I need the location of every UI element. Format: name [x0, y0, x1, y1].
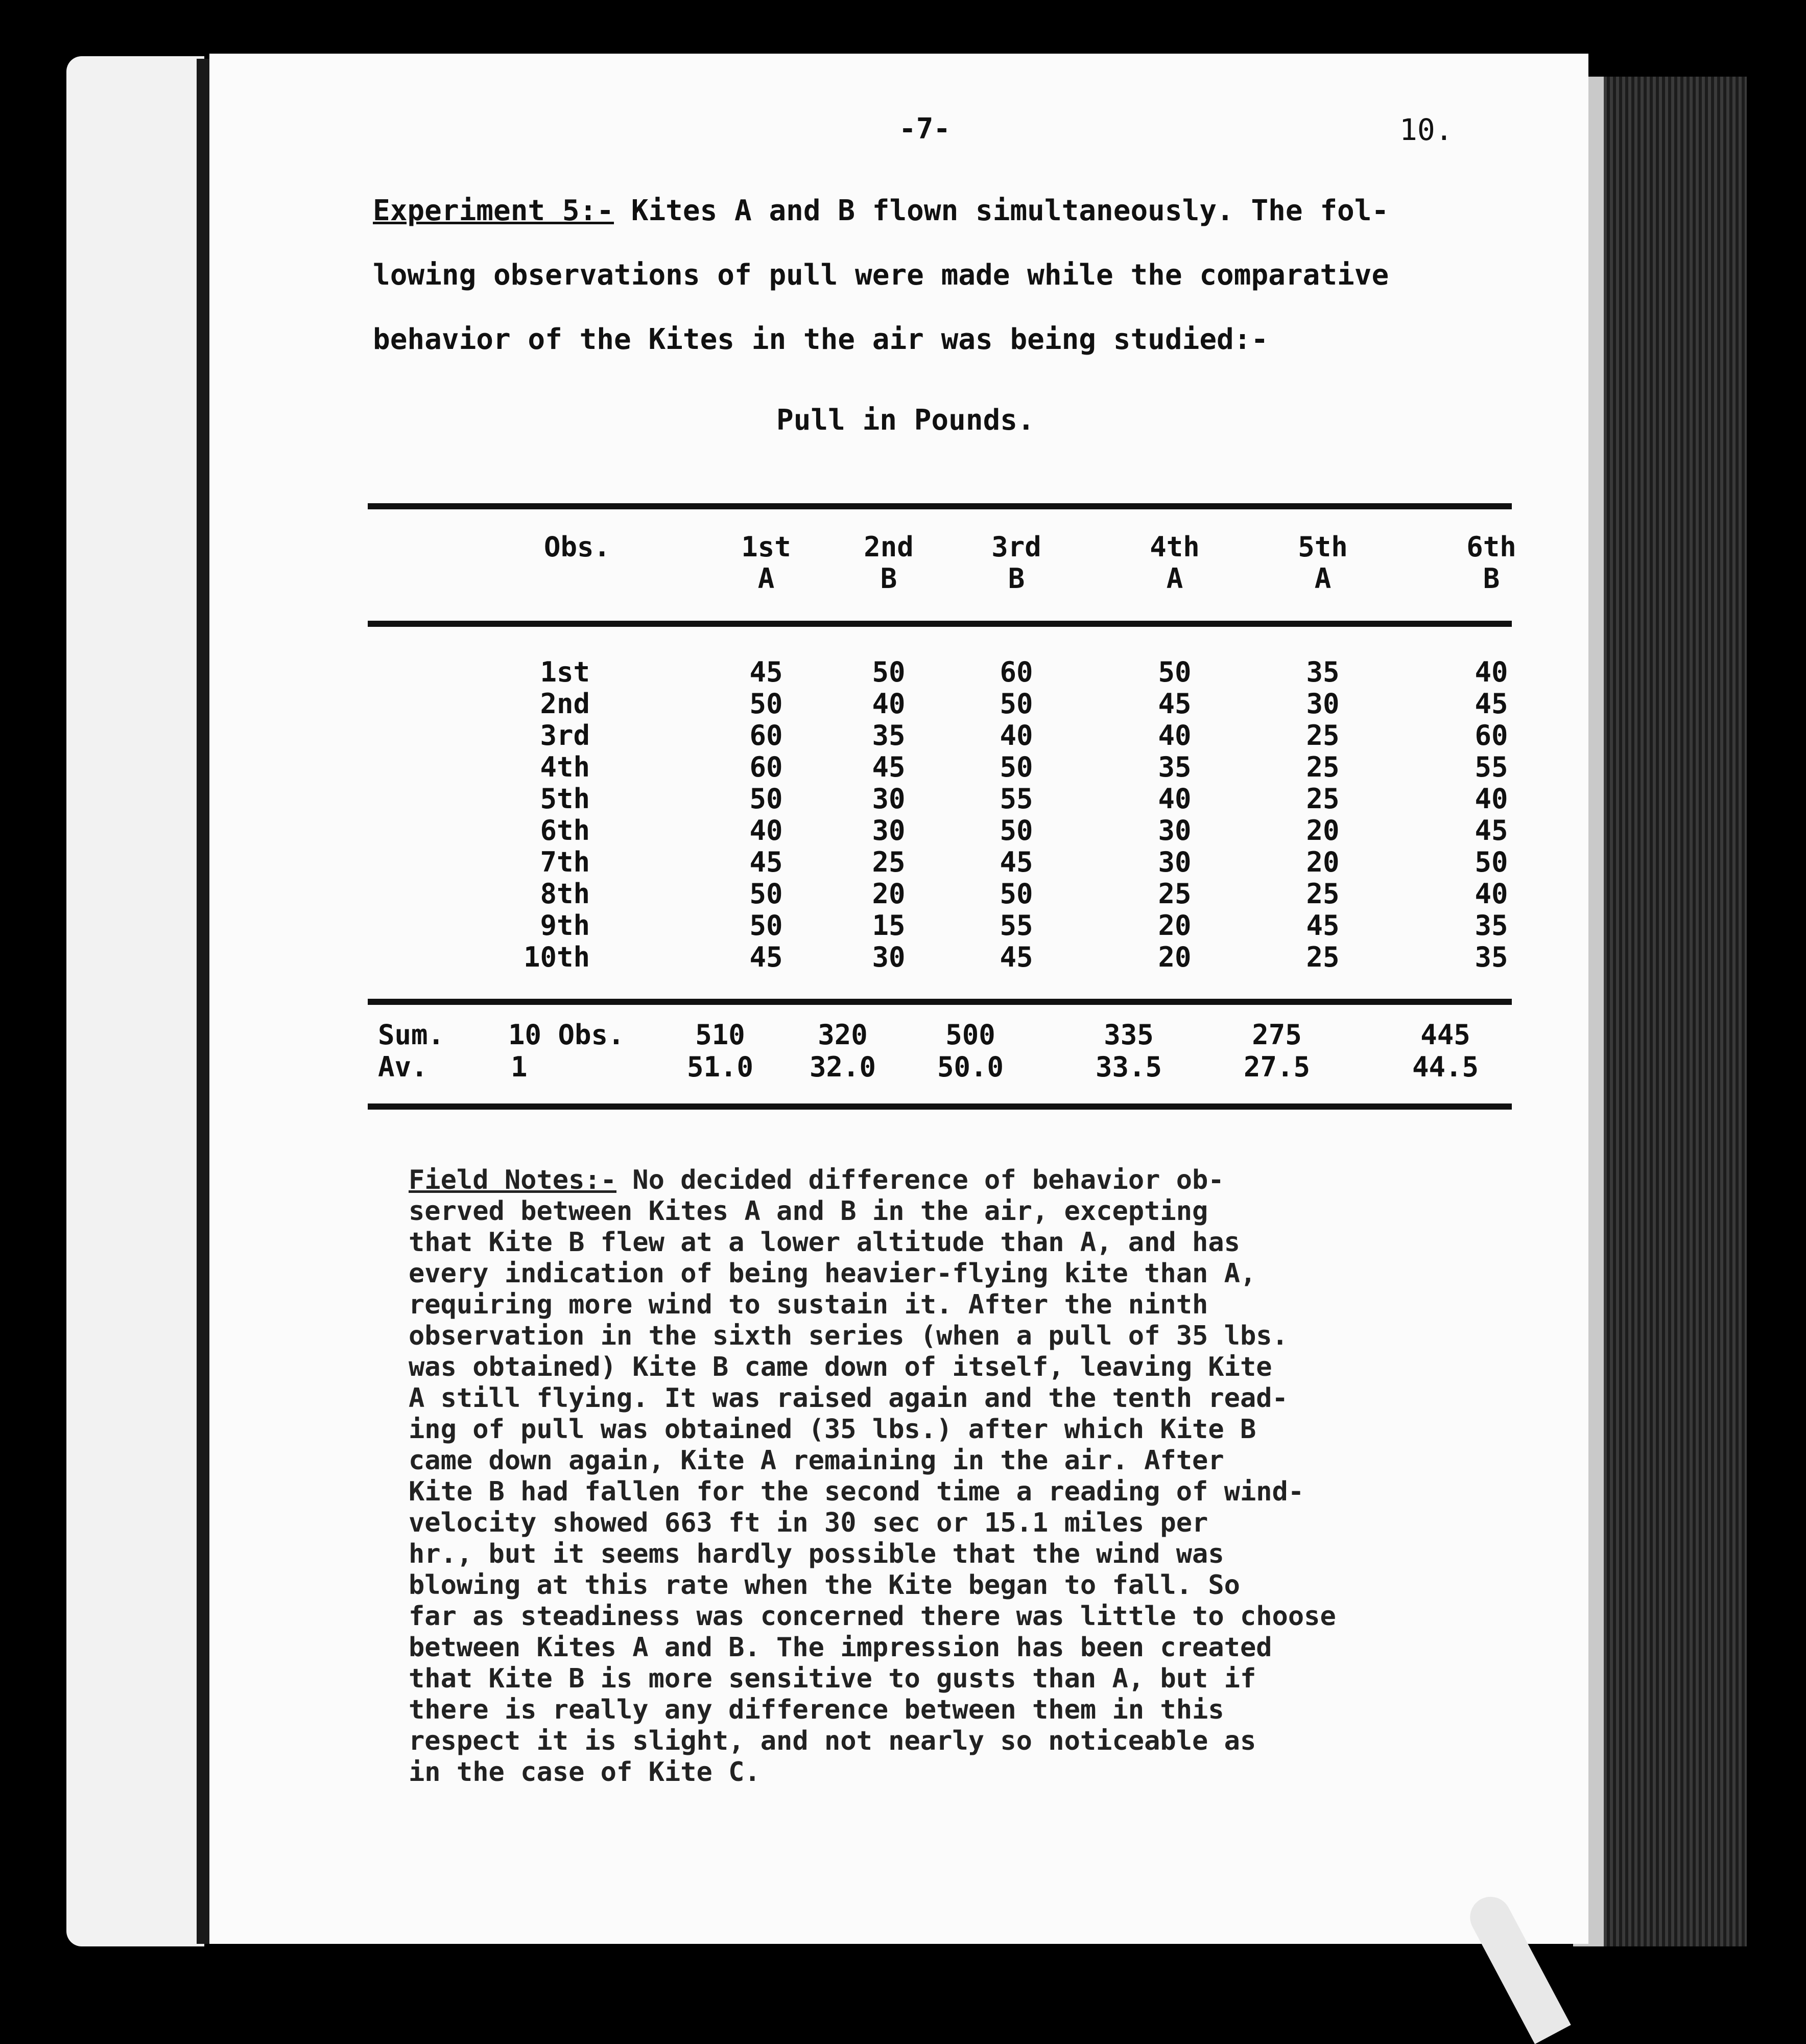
average-value-4: 33.5 [1095, 1051, 1162, 1083]
field-notes-text: No decided difference of behavior ob- served between Kites A and B in the air, excepting that Kite B flew at a lower altitude than A, and has every indication of being heavier-flying kite than A, requiring more wind to sustain it. After the ninth observation in the sixth series (when a pull of 35 lbs. was obtained) Kite B came down of itself, leaving Kite A still flying. It was raised again and the tenth read- ing of pull was obtained (35 lbs.) after which Kite B came down again, Kite A remaining in the air. After Kite B had fallen for the second time a reading of wind- velocity showed 663 ft in 30 sec or 15.1 miles per hr., but it seems hardly possible that the wind was blowing at this rate when the Kite began to fall. So far as steadiness was concerned there was little to choose between Kites A and B. The impression has been created that Kite B is more sensitive to gusts than A, but if there is really any difference between them in this respect it is slight, and not nearly so noticeable as in the case of Kite C. [409, 1165, 1336, 1788]
values-column-1: 45 50 60 60 50 40 45 50 50 45 [749, 656, 783, 973]
values-column-4: 50 45 40 35 40 30 30 25 20 20 [1158, 656, 1192, 973]
av-desc: 1 [511, 1051, 528, 1083]
column-header-2: 2nd B [864, 531, 914, 595]
intro-line-1: Kites A and B flown simultaneously. The fol- [614, 194, 1389, 227]
average-value-2: 32.0 [809, 1051, 876, 1083]
average-value-5: 27.5 [1243, 1051, 1311, 1083]
sum-desc: 10 Obs. [508, 1019, 625, 1051]
intro-line-3: behavior of the Kites in the air was being studied:- [373, 323, 1269, 356]
sum-value-5: 275 [1252, 1019, 1302, 1051]
intro-paragraph [373, 179, 1389, 372]
sum-value-4: 335 [1104, 1019, 1154, 1051]
table-rule-body [368, 999, 1512, 1005]
average-value-3: 50.0 [937, 1051, 1004, 1083]
table-rule-bottom [368, 1103, 1512, 1110]
column-header-6: 6th B [1466, 531, 1516, 595]
average-value-1: 51.0 [686, 1051, 754, 1083]
sum-value-2: 320 [818, 1019, 868, 1051]
page-number-top: -7- [899, 112, 951, 146]
table-rule-top [368, 503, 1512, 509]
sum-label: Sum. [378, 1019, 445, 1051]
column-header-4: 4th A [1150, 531, 1200, 595]
values-column-3: 60 50 40 50 55 50 45 50 55 45 [1000, 656, 1033, 973]
values-column-6: 40 45 60 55 40 45 50 40 35 35 [1475, 656, 1508, 973]
column-header-5: 5th A [1298, 531, 1348, 595]
column-header-1: 1st A [741, 531, 791, 595]
sum-value-3: 500 [945, 1019, 995, 1051]
obs-header: Obs. [543, 531, 611, 563]
values-column-5: 35 30 25 25 25 20 20 25 45 25 [1306, 656, 1340, 973]
page-edges [1573, 77, 1747, 1946]
field-notes [409, 1165, 1491, 1788]
field-notes-label: Field Notes:- [409, 1165, 616, 1195]
av-label: Av. [378, 1051, 428, 1083]
average-value-6: 44.5 [1412, 1051, 1479, 1083]
intro-line-2: lowing observations of pull were made while the comparative [373, 259, 1389, 292]
table-caption: Pull in Pounds. [776, 404, 1035, 437]
row-labels: 1st 2nd 3rd 4th 5th 6th 7th 8th 9th 10th [523, 656, 590, 973]
page-number-right: 10. [1399, 112, 1453, 147]
values-column-2: 50 40 35 45 30 30 25 20 15 30 [872, 656, 906, 973]
sum-value-6: 445 [1420, 1019, 1470, 1051]
sum-value-1: 510 [695, 1019, 745, 1051]
experiment-label: Experiment 5:- [373, 194, 614, 227]
column-header-3: 3rd B [991, 531, 1041, 595]
facing-page [66, 56, 204, 1946]
table-rule-header [368, 621, 1512, 627]
